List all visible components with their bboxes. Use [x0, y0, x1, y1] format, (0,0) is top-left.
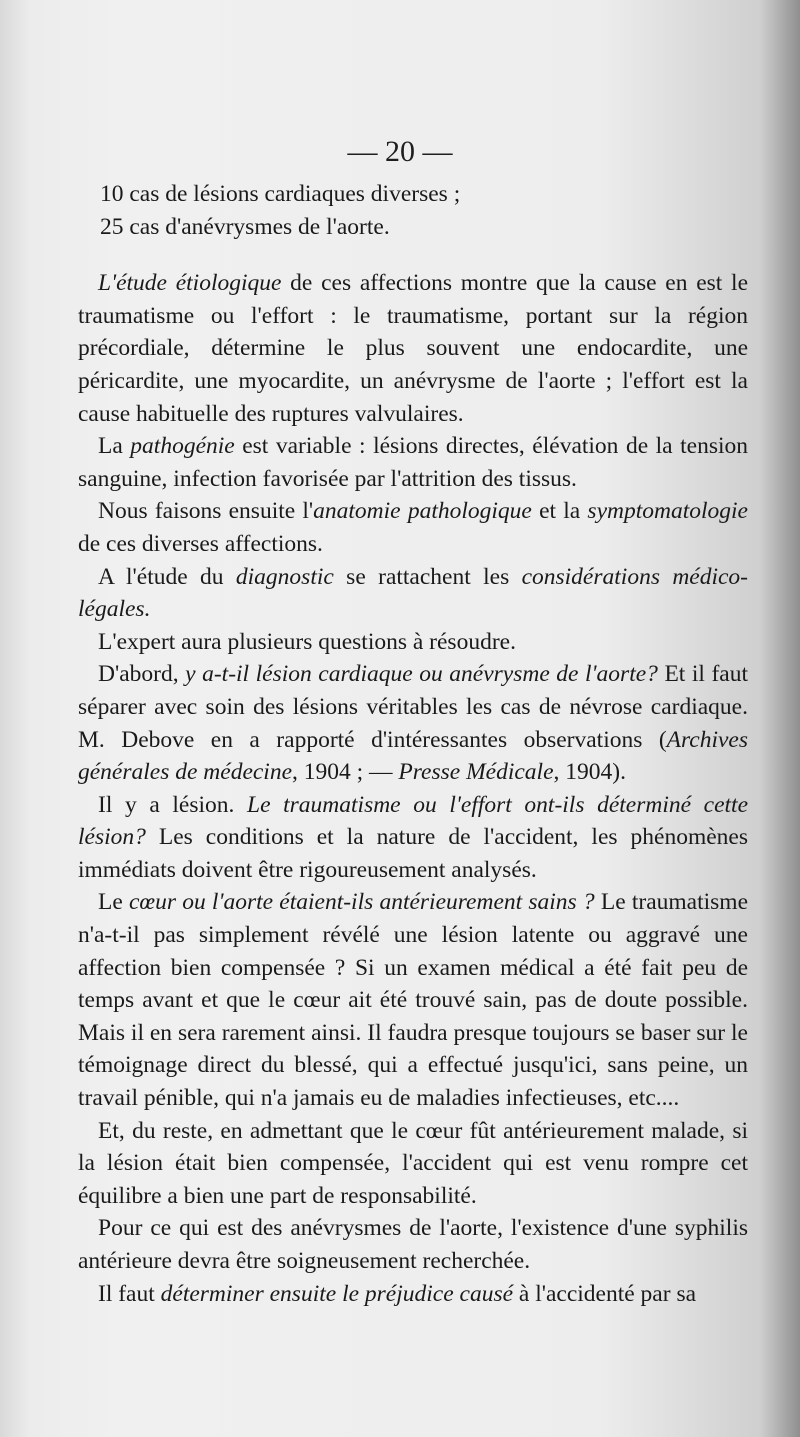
paragraph-text: Nous faisons ensuite l'	[98, 498, 314, 525]
paragraph-prejudice	[78, 1278, 748, 1311]
paragraph-text: et la	[531, 498, 588, 525]
italic-term: L'étude étiologique	[98, 270, 282, 297]
paragraph-text: La	[98, 433, 131, 460]
paragraph-text: D'abord,	[98, 661, 186, 688]
paragraph-text: A l'étude du	[98, 563, 236, 590]
paragraph-text: Il y a lésion.	[98, 791, 247, 818]
list-item-lesions: 10 cas de lésions cardiaques diverses ;	[100, 181, 461, 207]
paragraph-diagnostic	[78, 561, 748, 626]
paragraph-text: est variable : lésions directes, élévation de la tension sanguine, infection favorisée par l'attrition des tissus.	[78, 433, 748, 492]
paragraph-text: Le	[98, 889, 129, 916]
paragraph-text: , 1904 ; —	[292, 759, 399, 786]
paragraph-anterior-state	[78, 886, 748, 1114]
italic-term: symptomatologie	[587, 498, 748, 525]
paragraph-etiologie	[78, 267, 748, 430]
paragraph-lesion-question	[78, 658, 748, 788]
paragraph-text: Le traumatisme n'a-t-il pas simplement révélé une lésion latente ou aggravé une affection bien compensée ? Si un examen médical a été fait peu de temps avant et que le cœur ait été trouvé sain, pas de doute possible. Mais il en sera rarement ainsi. Il faudra presque toujours se baser sur le témoignage direct du blessé, qui a effectué jusqu'ici, sans peine, un travail pénible, qui n'a jamais eu de maladies infectieuses, etc....	[78, 889, 748, 1112]
paragraph-text: de ces diverses affections.	[78, 530, 323, 557]
italic-term: cœur ou l'aorte étaient-ils antérieurement sains ?	[129, 889, 595, 916]
paragraph-cause-question	[78, 789, 748, 887]
italic-citation: Presse Médicale	[398, 759, 554, 786]
italic-term: diagnostic	[235, 563, 334, 590]
italic-term: considérations médico-légales.	[78, 563, 749, 623]
list-item-anevrysmes: 25 cas d'anévrysmes de l'aorte.	[100, 213, 390, 240]
paragraph-syphilis: Pour ce qui est des anévrysmes de l'aorte, l'existence d'une syphilis antérieure devra être soigneusement recherchée.	[78, 1215, 748, 1274]
paragraph-gap	[78, 243, 748, 267]
paragraph-text: , 1904).	[553, 759, 626, 786]
paragraph-responsabilite: Et, du reste, en admettant que le cœur fût antérieurement malade, si la lésion était bien compensée, l'accident qui est venu rompre cet équilibre a bien une part de responsabilité.	[78, 1117, 748, 1209]
paragraph-text: se rattachent les	[333, 563, 522, 590]
paragraph-text: à l'accidenté par sa	[513, 1280, 697, 1307]
body-text	[78, 178, 748, 1310]
paragraph-text: Il faut	[98, 1280, 161, 1307]
italic-term: anatomie pathologique	[313, 498, 532, 525]
paragraph-text: de ces affections montre que la cause en est le traumatisme ou l'effort : le traumatisme, portant sur la région précordiale, détermine le plus souvent une endocardite, une péricardite, une myocardite, un anévrysme de l'aorte ; l'effort est la cause habituelle des ruptures valvulaires.	[78, 270, 749, 427]
paragraph-expert: L'expert aura plusieurs questions à résoudre.	[98, 628, 516, 655]
paragraph-anatomie	[78, 495, 748, 560]
italic-term: Le traumatisme ou l'effort ont-ils déterminé cette lésion?	[78, 791, 749, 851]
italic-term: y a-t-il lésion cardiaque ou anévrysme de l'aorte?	[185, 661, 658, 688]
paragraph-text: Les conditions et la nature de l'accident, les phénomènes immédiats doivent être rigoureusement analysés.	[78, 824, 748, 883]
paragraph-pathogenie	[78, 430, 748, 495]
paragraph-text: Et il faut séparer avec soin des lésions véritables les cas de névrose cardiaque. M. Debove en a rapporté d'intéressantes observations (	[78, 661, 748, 753]
italic-term: déterminer ensuite le préjudice causé	[160, 1280, 514, 1307]
page-number: — 20 —	[347, 135, 453, 168]
italic-term: pathogénie	[130, 433, 235, 460]
italic-citation: Archives générales de médecine	[78, 726, 748, 786]
